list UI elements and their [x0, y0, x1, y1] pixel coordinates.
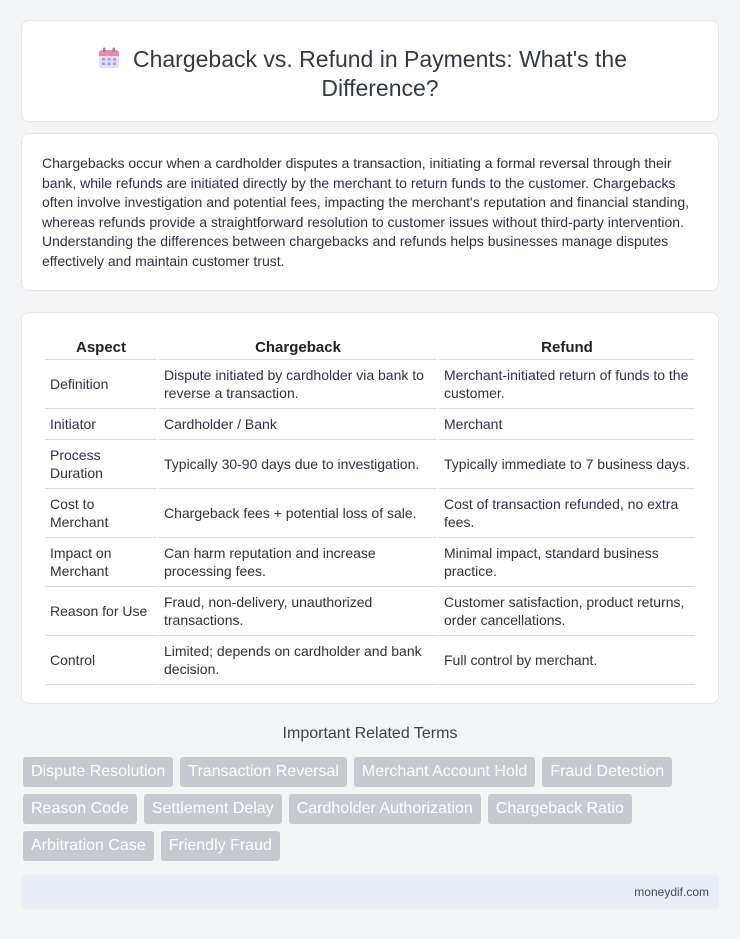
row-refund: Merchant — [439, 409, 695, 440]
row-chargeback: Fraud, non-delivery, unauthorized transactions. — [159, 587, 437, 636]
term-tag[interactable]: Chargeback Ratio — [488, 794, 632, 824]
term-tag[interactable]: Cardholder Authorization — [289, 794, 481, 824]
term-tag[interactable]: Fraud Detection — [542, 757, 672, 787]
comparison-table — [43, 334, 697, 685]
row-refund: Customer satisfaction, product returns, order cancellations. — [439, 587, 695, 636]
page-title: Chargeback vs. Refund in Payments: What's the Difference? — [132, 46, 628, 101]
table-row — [45, 587, 695, 636]
row-aspect: Reason for Use — [45, 587, 157, 636]
row-chargeback: Limited; depends on cardholder and bank decision. — [159, 636, 437, 685]
row-aspect: Cost to Merchant — [45, 489, 157, 538]
table-row — [45, 538, 695, 587]
table-row — [45, 636, 695, 685]
header-chargeback: Chargeback — [159, 334, 437, 360]
row-chargeback: Cardholder / Bank — [159, 409, 437, 440]
row-chargeback: Can harm reputation and increase processing fees. — [159, 538, 437, 587]
row-refund: Full control by merchant. — [439, 636, 695, 685]
row-aspect: Control — [45, 636, 157, 685]
row-refund: Cost of transaction refunded, no extra fees. — [439, 489, 695, 538]
term-tag[interactable]: Settlement Delay — [144, 794, 282, 824]
row-aspect: Definition — [45, 360, 157, 409]
row-chargeback: Dispute initiated by cardholder via bank to reverse a transaction. — [159, 360, 437, 409]
table-row — [45, 489, 695, 538]
row-aspect: Process Duration — [45, 440, 157, 489]
table-row — [45, 440, 695, 489]
term-tag[interactable]: Reason Code — [23, 794, 137, 824]
table-row — [45, 409, 695, 440]
row-aspect: Initiator — [45, 409, 157, 440]
footer-site-link[interactable]: moneydif.com — [634, 885, 709, 899]
table-row — [45, 360, 695, 409]
row-chargeback: Chargeback fees + potential loss of sale. — [159, 489, 437, 538]
related-terms-list — [23, 757, 723, 861]
comparison-card — [21, 312, 719, 704]
related-terms-heading: Important Related Terms — [282, 725, 458, 742]
table-header-row — [45, 334, 695, 360]
footer — [21, 875, 719, 909]
term-tag[interactable]: Merchant Account Hold — [354, 757, 535, 787]
row-refund: Typically immediate to 7 business days. — [439, 440, 695, 489]
row-chargeback: Typically 30-90 days due to investigation. — [159, 440, 437, 489]
term-tag[interactable]: Friendly Fraud — [161, 831, 280, 861]
term-tag[interactable]: Arbitration Case — [23, 831, 154, 861]
row-refund: Merchant-initiated return of funds to the customer. — [439, 360, 695, 409]
intro-paragraph: Chargebacks occur when a cardholder disputes a transaction, initiating a formal reversal through their bank, while refunds are initiated directly by the merchant to return funds to the customer. Chargebacks often involve investigation and potential fees, impacting the merchant's reputation and financial standing, whereas refunds provide a straightforward resolution to customer issues without third-party intervention. Understanding the differences between chargebacks and refunds helps businesses manage disputes effectively and maintain customer trust. — [42, 155, 690, 269]
row-refund: Minimal impact, standard business practice. — [439, 538, 695, 587]
header-refund: Refund — [439, 334, 695, 360]
row-aspect: Impact on Merchant — [45, 538, 157, 587]
title-card — [21, 20, 719, 122]
header-aspect: Aspect — [45, 334, 157, 360]
intro-card — [21, 133, 719, 291]
term-tag[interactable]: Dispute Resolution — [23, 757, 173, 787]
term-tag[interactable]: Transaction Reversal — [180, 757, 347, 787]
